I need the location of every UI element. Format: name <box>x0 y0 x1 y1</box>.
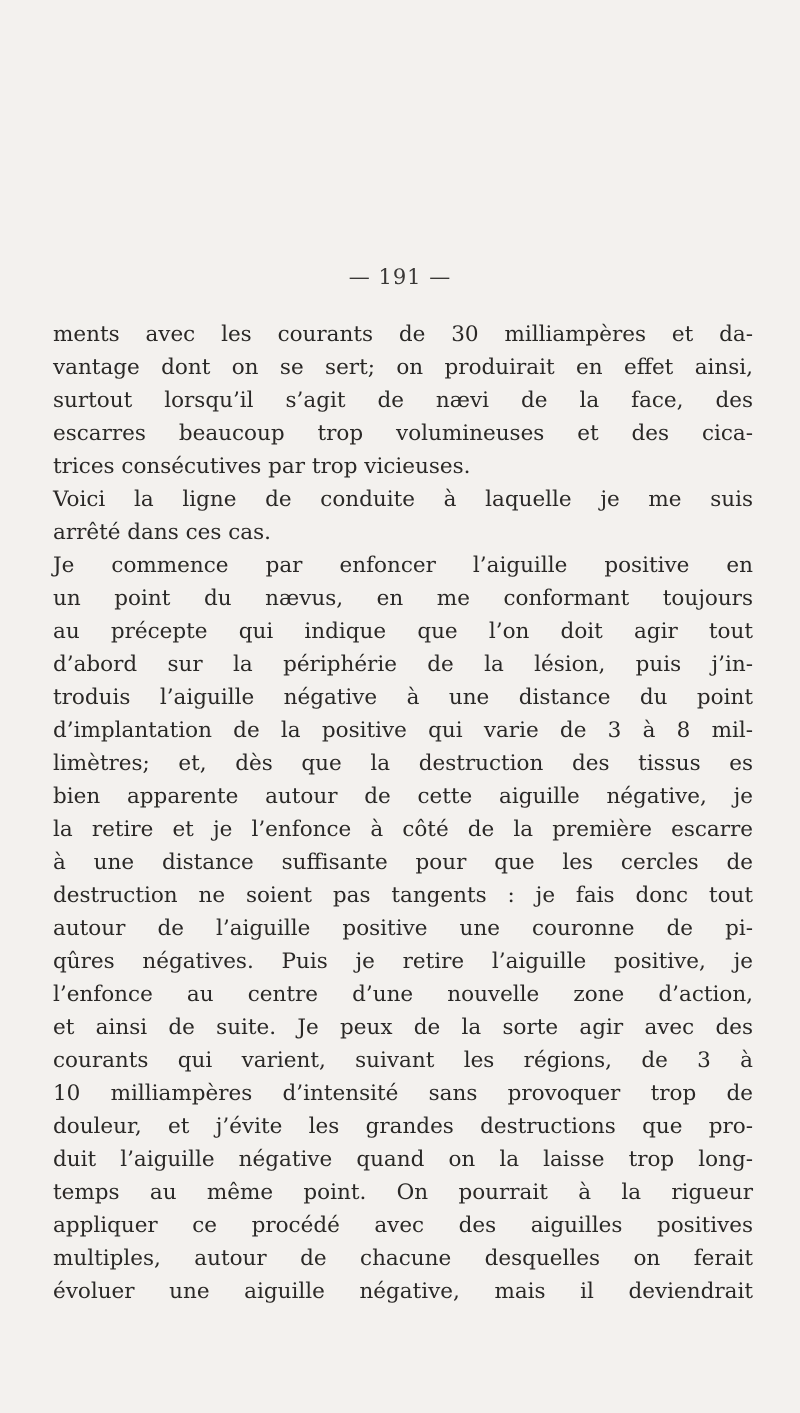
text-line: au précepte qui indique que l’on doit agir tout <box>53 619 753 644</box>
text-line: d’abord sur la périphérie de la lésion, puis j’in- <box>53 652 753 677</box>
text-line: la retire et je l’enfonce à côté de la première escarre <box>53 817 753 842</box>
text-line: destruction ne soient pas tangents : je fais donc tout <box>53 883 753 908</box>
text-line: l’enfonce au centre d’une nouvelle zone d’action, <box>53 982 753 1007</box>
body-text <box>53 318 753 1308</box>
text-line: vantage dont on se sert; on produirait en effet ainsi, <box>53 355 753 380</box>
text-line: autour de l’aiguille positive une couronne de pi- <box>53 916 753 941</box>
text-line: douleur, et j’évite les grandes destructions que pro- <box>53 1114 753 1139</box>
text-line: Voici la ligne de conduite à laquelle je me suis <box>53 487 753 512</box>
text-line: escarres beaucoup trop volumineuses et des cica- <box>53 421 753 446</box>
text-line: qûres négatives. Puis je retire l’aiguille positive, je <box>53 949 753 974</box>
page-number: — 191 — <box>348 265 452 289</box>
text-line: à une distance suffisante pour que les cercles de <box>53 850 753 875</box>
text-line: arrêté dans ces cas. <box>53 520 271 545</box>
text-line: d’implantation de la positive qui varie de 3 à 8 mil- <box>53 718 753 743</box>
text-line: courants qui varient, suivant les régions, de 3 à <box>53 1048 753 1073</box>
text-line: et ainsi de suite. Je peux de la sorte agir avec des <box>53 1015 753 1040</box>
text-line: appliquer ce procédé avec des aiguilles positives <box>53 1213 753 1238</box>
text-line: trices consécutives par trop vicieuses. <box>53 454 471 479</box>
text-line: bien apparente autour de cette aiguille négative, je <box>53 784 753 809</box>
text-line: 10 milliampères d’intensité sans provoquer trop de <box>53 1081 753 1106</box>
text-line: troduis l’aiguille négative à une distance du point <box>53 685 753 710</box>
text-line: temps au même point. On pourrait à la rigueur <box>53 1180 753 1205</box>
text-line: ments avec les courants de 30 milliampères et da- <box>53 322 753 347</box>
text-line: surtout lorsqu’il s’agit de nævi de la face, des <box>53 388 753 413</box>
text-line: Je commence par enfoncer l’aiguille positive en <box>53 553 753 578</box>
text-line: un point du nævus, en me conformant toujours <box>53 586 753 611</box>
text-line: limètres; et, dès que la destruction des tissus es <box>53 751 753 776</box>
text-line: multiples, autour de chacune desquelles on ferait <box>53 1246 753 1271</box>
text-line: évoluer une aiguille négative, mais il deviendrait <box>53 1279 753 1304</box>
text-line: duit l’aiguille négative quand on la laisse trop long- <box>53 1147 753 1172</box>
